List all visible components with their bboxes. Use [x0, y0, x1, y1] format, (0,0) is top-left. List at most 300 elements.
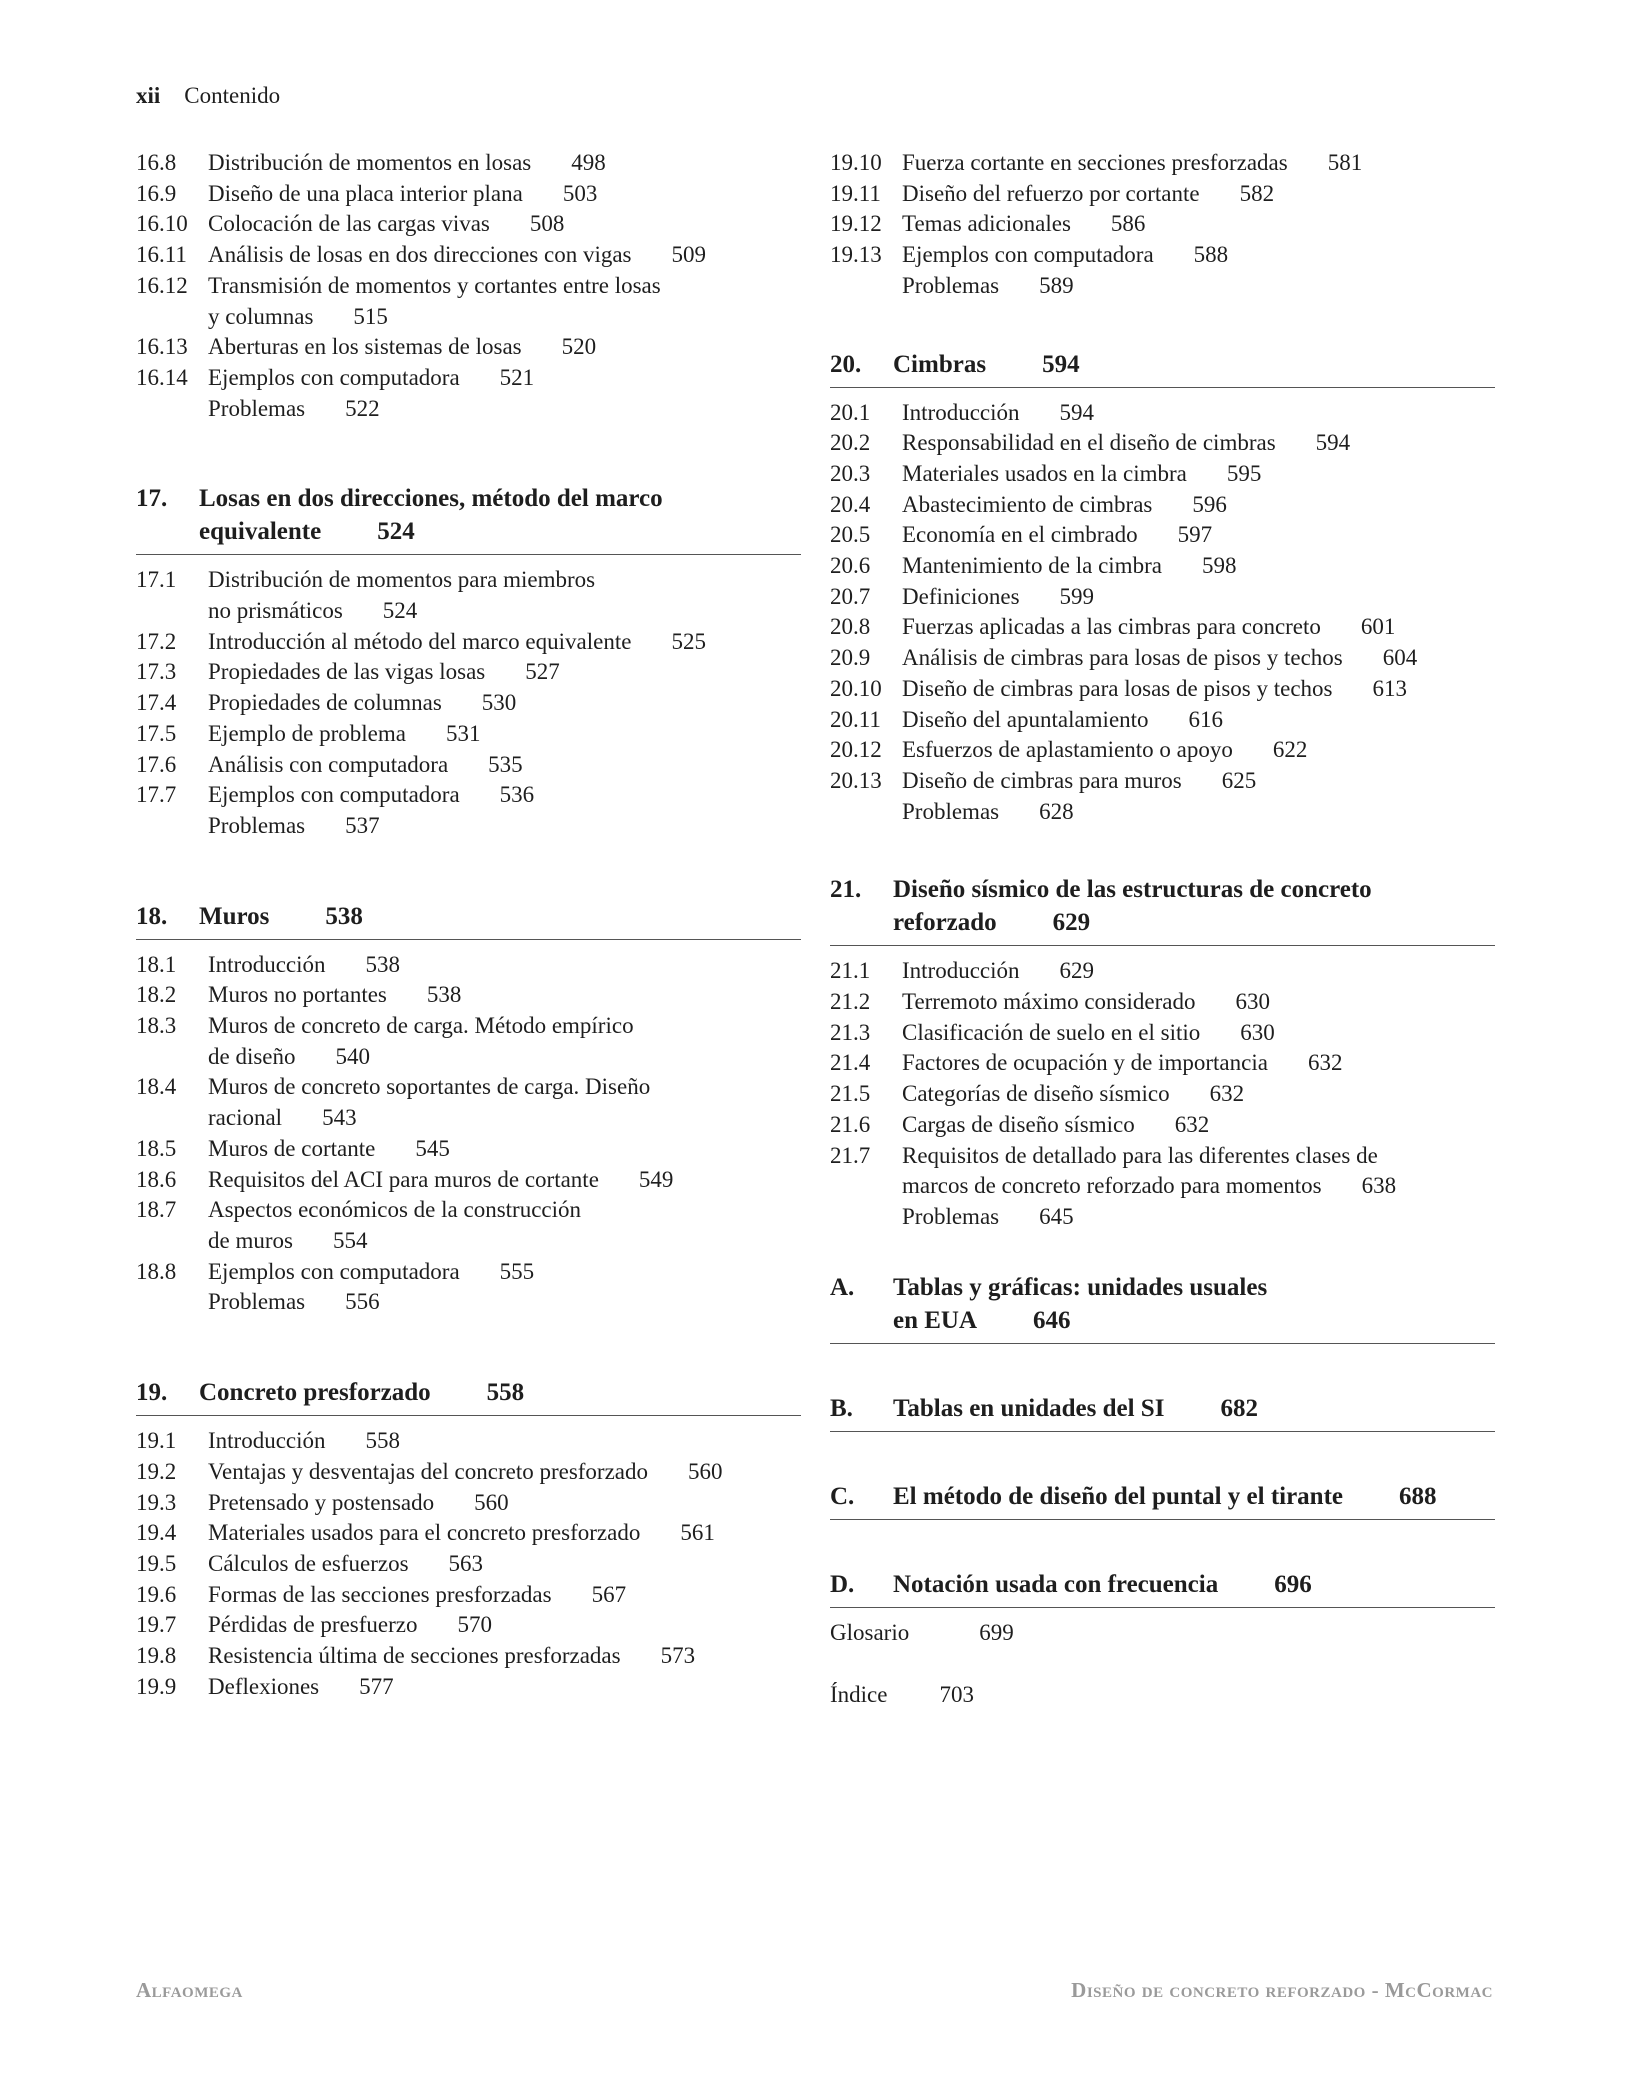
section-number: 16.9: [136, 180, 177, 206]
chapter-number: D.: [830, 1570, 855, 1598]
toc-entry: [136, 148, 801, 179]
footer-book-title: Diseño de concreto reforzado - McCormac: [1071, 1978, 1493, 2002]
footer-publisher: Alfaomega: [136, 1978, 243, 2002]
section-title: y columnas: [208, 303, 314, 329]
page-number: 599: [1059, 583, 1095, 609]
page-number: 554: [332, 1227, 368, 1253]
section-title: Propiedades de las vigas losas: [208, 659, 486, 685]
page-number: 521: [499, 364, 535, 390]
toc-entry: [830, 705, 1495, 736]
section-number: 20.7: [830, 583, 871, 609]
chapter-title-text: El método de diseño del puntal y el tirante: [893, 1482, 1344, 1510]
toc-entry: [136, 811, 801, 842]
section-number: 20.8: [830, 614, 871, 640]
page-number: 573: [660, 1643, 696, 1669]
chapter-heading: [136, 900, 801, 940]
page-number: 582: [1239, 180, 1275, 206]
page-number: 632: [1307, 1050, 1343, 1076]
page-number: 530: [481, 690, 517, 716]
section-title: Análisis con computadora: [208, 751, 449, 777]
page-number: 525: [671, 628, 706, 654]
chapter-title: [830, 1271, 1495, 1344]
section-number: 21.7: [830, 1142, 871, 1168]
page-number: 604: [1382, 645, 1418, 671]
chapter-title: [830, 348, 1495, 388]
page-number: 520: [561, 334, 597, 360]
section-list: [830, 956, 1495, 1232]
page-number: 622: [1272, 737, 1308, 763]
appendix-heading: [830, 1392, 1495, 1432]
page-number: 536: [499, 782, 535, 808]
appendix-heading: [830, 1271, 1495, 1344]
section-number: 20.11: [830, 706, 881, 732]
page-number: 563: [448, 1550, 484, 1576]
section-title: Temas adicionales: [902, 211, 1071, 237]
chapter-heading: [136, 1376, 801, 1416]
section-number: 19.13: [830, 242, 882, 268]
chapter-page: 696: [1274, 1570, 1312, 1598]
chapter-title-text: Diseño sísmico de las estructuras de concreto: [893, 876, 1372, 904]
section-title: Problemas: [208, 812, 306, 838]
section-number: 19.11: [830, 180, 881, 206]
section-title: Resistencia última de secciones presforzadas: [208, 1643, 621, 1669]
section-number: 21.6: [830, 1111, 871, 1137]
chapter-title: [136, 900, 801, 940]
toc-entry: [136, 750, 801, 781]
page-number: 535: [488, 751, 523, 777]
section-number: 16.10: [136, 211, 188, 237]
section-title: Introducción: [208, 1428, 326, 1454]
toc-entry: [136, 719, 801, 750]
page-number: 594: [1315, 430, 1351, 456]
section-title: Introducción al método del marco equivalente: [208, 628, 632, 654]
section-title: de diseño: [208, 1043, 296, 1069]
section-title: Diseño de cimbras para muros: [902, 767, 1182, 793]
toc-entry: [136, 1195, 801, 1256]
section-title: racional: [208, 1105, 283, 1131]
toc-entry: [136, 950, 801, 981]
section-title: Ejemplos con computadora: [208, 364, 460, 390]
section-number: 20.10: [830, 675, 882, 701]
section-title: Problemas: [208, 395, 306, 421]
toc-entry: [830, 428, 1495, 459]
section-title: Formas de las secciones presforzadas: [208, 1581, 552, 1607]
section-number: 18.4: [136, 1074, 177, 1100]
section-number: 21.4: [830, 1050, 871, 1076]
section-number: 20.9: [830, 645, 871, 671]
toc-entry: [136, 1257, 801, 1288]
toc-entry: [136, 627, 801, 658]
toc-entry: [136, 1641, 801, 1672]
section-number: 19.8: [136, 1643, 177, 1669]
toc-entry: [830, 1079, 1495, 1110]
chapter-title: [830, 1480, 1495, 1520]
page-number: 503: [562, 180, 598, 206]
section-list: [136, 148, 801, 424]
page-number: 597: [1177, 522, 1213, 548]
page-number: 598: [1201, 553, 1237, 579]
chapter-page: 682: [1220, 1394, 1258, 1422]
toc-entry: [136, 780, 801, 811]
appendix-heading: [830, 1568, 1495, 1608]
chapter-title-text: en EUA: [893, 1306, 978, 1334]
section-title: Introducción: [902, 958, 1020, 984]
section-number: 16.11: [136, 242, 187, 268]
page-folio: xii: [136, 83, 161, 108]
section-number: 21.3: [830, 1019, 871, 1045]
toc-entry: [136, 271, 801, 332]
toc-entry: [830, 1110, 1495, 1141]
toc-entry: [830, 459, 1495, 490]
section-number: 20.5: [830, 522, 871, 548]
section-title: Introducción: [902, 399, 1020, 425]
section-number: 19.10: [830, 150, 882, 175]
chapter-title-text: Muros: [199, 902, 270, 930]
section-title: Diseño de cimbras para losas de pisos y techos: [902, 675, 1333, 701]
chapter-page: 688: [1399, 1482, 1437, 1510]
section-title: Ejemplos con computadora: [902, 242, 1154, 268]
chapter-title-text: Losas en dos direcciones, método del marco: [199, 485, 663, 513]
glossary-entry: [830, 1618, 1495, 1648]
toc-entry: [136, 1610, 801, 1641]
appendix-heading: [830, 1480, 1495, 1520]
section-title: Terremoto máximo considerado: [902, 989, 1196, 1015]
section-number: 18.1: [136, 951, 177, 977]
page-number: 594: [1059, 399, 1095, 425]
page-number: 630: [1240, 1019, 1275, 1045]
section-title: Cálculos de esfuerzos: [208, 1550, 409, 1576]
page-number: 577: [359, 1673, 394, 1699]
toc-entry: [136, 1165, 801, 1196]
section-list: [136, 565, 801, 841]
chapter-title-text: Concreto presforzado: [199, 1379, 431, 1407]
section-list: [830, 398, 1495, 828]
section-title: Problemas: [902, 272, 1000, 298]
chapter-page: 538: [325, 902, 363, 930]
toc-entry: [136, 1426, 801, 1457]
section-number: 20.2: [830, 430, 871, 456]
section-title: Categorías de diseño sísmico: [902, 1081, 1170, 1107]
section-number: 20.13: [830, 767, 882, 793]
toc-right-column: [830, 148, 1495, 1710]
toc-entry: [830, 582, 1495, 613]
section-number: 19.6: [136, 1581, 177, 1607]
section-number: 20.4: [830, 491, 871, 517]
section-title: Ejemplos con computadora: [208, 782, 460, 808]
toc-entry: [830, 987, 1495, 1018]
section-title: Materiales usados para el concreto presforzado: [208, 1520, 641, 1546]
page-number: 555: [499, 1258, 535, 1284]
page-number: 632: [1174, 1111, 1210, 1137]
toc-entry: [136, 1580, 801, 1611]
toc-entry: [830, 612, 1495, 643]
toc-entry: [136, 179, 801, 210]
section-title: Muros no portantes: [208, 982, 387, 1008]
chapter-number: 19.: [136, 1379, 168, 1407]
section-number: 20.12: [830, 737, 882, 763]
page-number: 524: [382, 598, 418, 624]
section-number: 18.7: [136, 1197, 177, 1223]
page-number: 538: [426, 982, 462, 1008]
page-number: 540: [335, 1043, 371, 1069]
page-number: 560: [688, 1458, 723, 1484]
toc-entry: [830, 1202, 1495, 1233]
page-number: 628: [1039, 798, 1074, 824]
page-number: 567: [591, 1581, 627, 1607]
section-title: Requisitos de detallado para las diferentes clases de: [902, 1142, 1378, 1168]
section-title: Problemas: [902, 798, 1000, 824]
section-number: 20.6: [830, 553, 871, 579]
page-number: 545: [415, 1135, 450, 1161]
section-title: Abastecimiento de cimbras: [902, 491, 1153, 517]
page-number: 515: [353, 303, 388, 329]
chapter-heading: [830, 348, 1495, 388]
section-title: Fuerzas aplicadas a las cimbras para concreto: [902, 614, 1321, 640]
section-title: marcos de concreto reforzado para momentos: [902, 1173, 1322, 1199]
chapter-title-text: Tablas en unidades del SI: [893, 1394, 1165, 1422]
chapter-title-text: Tablas y gráficas: unidades usuales: [893, 1273, 1268, 1301]
section-number: 17.3: [136, 659, 177, 685]
section-number: 16.8: [136, 150, 177, 175]
section-number: 17.1: [136, 567, 177, 593]
section-title: de muros: [208, 1227, 293, 1253]
page-number: 509: [671, 242, 706, 268]
chapter-page: 524: [377, 518, 415, 546]
toc-entry: [830, 271, 1495, 302]
page-number: 630: [1235, 989, 1270, 1015]
chapter-number: 21.: [830, 876, 862, 904]
toc-entry: [136, 1457, 801, 1488]
toc-entry: [830, 1141, 1495, 1202]
section-title: Propiedades de columnas: [208, 690, 442, 716]
toc-entry: [830, 179, 1495, 210]
section-number: 18.3: [136, 1013, 177, 1039]
glossary-label: Glosario: [830, 1619, 910, 1645]
toc-entry: [830, 148, 1495, 179]
page-number: 629: [1059, 958, 1095, 984]
toc-entry: [830, 490, 1495, 521]
section-title: Requisitos del ACI para muros de cortante: [208, 1166, 599, 1192]
chapter-number: 20.: [830, 350, 862, 378]
chapter-page: 646: [1033, 1306, 1071, 1334]
toc-entry: [136, 1072, 801, 1133]
section-number: 17.6: [136, 751, 177, 777]
section-list: [136, 1426, 801, 1702]
section-number: 17.7: [136, 782, 177, 808]
page-number: 498: [571, 150, 606, 175]
section-title: Economía en el cimbrado: [902, 522, 1138, 548]
page-number: 570: [457, 1612, 492, 1638]
toc-entry: [136, 332, 801, 363]
toc-entry: [136, 363, 801, 394]
section-title: Ejemplo de problema: [208, 720, 406, 746]
toc-entry: [136, 209, 801, 240]
section-title: Análisis de losas en dos direcciones con vigas: [208, 242, 632, 268]
page-number: 508: [529, 211, 565, 237]
section-number: 21.5: [830, 1081, 871, 1107]
section-title: Muros de concreto de carga. Método empírico: [208, 1013, 634, 1039]
chapter-title: [136, 482, 801, 555]
toc-entry: [136, 1011, 801, 1072]
page-number: 632: [1209, 1081, 1245, 1107]
page-number: 560: [474, 1489, 509, 1515]
chapter-page: 629: [1052, 909, 1091, 937]
page-number: 549: [638, 1166, 674, 1192]
running-head: [136, 83, 280, 109]
toc-entry: [830, 956, 1495, 987]
toc-entry: [830, 520, 1495, 551]
toc-entry: [830, 797, 1495, 828]
section-title: Distribución de momentos en losas: [208, 150, 532, 175]
toc-entry: [830, 209, 1495, 240]
section-title: Esfuerzos de aplastamiento o apoyo: [902, 737, 1233, 763]
section-number: 16.12: [136, 272, 188, 298]
page-number: 638: [1361, 1173, 1397, 1199]
section-title: Pretensado y postensado: [208, 1489, 435, 1515]
chapter-page: 558: [486, 1379, 525, 1407]
page-number: 596: [1192, 491, 1227, 517]
section-title: Muros de cortante: [208, 1135, 376, 1161]
section-title: Diseño del apuntalamiento: [902, 706, 1149, 732]
section-number: 17.2: [136, 628, 177, 654]
chapter-title-text: reforzado: [893, 909, 997, 937]
section-title: Ejemplos con computadora: [208, 1258, 460, 1284]
section-title: Diseño del refuerzo por cortante: [902, 180, 1200, 206]
chapter-title-text: equivalente: [199, 518, 322, 546]
section-title: Colocación de las cargas vivas: [208, 211, 490, 237]
section-title: Ventajas y desventajas del concreto presforzado: [208, 1458, 649, 1484]
section-number: 18.2: [136, 982, 177, 1008]
section-title: Materiales usados en la cimbra: [902, 460, 1187, 486]
section-title: Cargas de diseño sísmico: [902, 1111, 1135, 1137]
chapter-title: [136, 1376, 801, 1416]
toc-entry: [830, 674, 1495, 705]
section-number: 17.5: [136, 720, 177, 746]
section-number: 19.2: [136, 1458, 177, 1484]
page-number: 595: [1226, 460, 1262, 486]
page-number: 613: [1372, 675, 1408, 701]
index-entry: [830, 1680, 1495, 1710]
section-title: Transmisión de momentos y cortantes entre losas: [208, 272, 661, 298]
section-title: Pérdidas de presfuerzo: [208, 1612, 418, 1638]
toc-entry: [136, 394, 801, 425]
section-number: 19.5: [136, 1550, 177, 1576]
section-title: Aspectos económicos de la construcción: [208, 1197, 581, 1223]
section-number: 21.1: [830, 958, 871, 984]
section-title: Introducción: [208, 951, 326, 977]
running-head-title: Contenido: [184, 83, 281, 108]
chapter-number: 17.: [136, 485, 168, 513]
section-title: Problemas: [902, 1203, 1000, 1229]
page-number: 616: [1188, 706, 1224, 732]
page-number: 589: [1039, 272, 1074, 298]
toc-entry: [136, 688, 801, 719]
chapter-heading: [830, 873, 1495, 946]
page-number: 531: [446, 720, 481, 746]
section-number: 20.3: [830, 460, 871, 486]
page-number: 543: [322, 1105, 357, 1131]
toc-entry: [830, 398, 1495, 429]
section-title: no prismáticos: [208, 598, 343, 624]
toc-entry: [136, 980, 801, 1011]
chapter-title: [830, 873, 1495, 946]
section-number: 19.9: [136, 1673, 177, 1699]
toc-entry: [830, 766, 1495, 797]
section-list: [830, 148, 1495, 302]
section-title: Mantenimiento de la cimbra: [902, 553, 1162, 579]
chapter-title: [830, 1392, 1495, 1432]
toc-entry: [830, 551, 1495, 582]
page-number: 625: [1221, 767, 1257, 793]
section-number: 20.1: [830, 399, 871, 425]
page-number: 527: [525, 659, 560, 685]
chapter-heading: [136, 482, 801, 555]
chapter-title: [830, 1568, 1495, 1608]
section-title: Deflexiones: [208, 1673, 320, 1699]
section-title: Muros de concreto soportantes de carga. Diseño: [208, 1074, 651, 1100]
chapter-title-text: Cimbras: [893, 350, 987, 378]
section-number: 18.6: [136, 1166, 177, 1192]
section-number: 16.13: [136, 334, 188, 360]
section-title: Diseño de una placa interior plana: [208, 180, 523, 206]
section-title: Clasificación de suelo en el sitio: [902, 1019, 1201, 1045]
chapter-title-text: Notación usada con frecuencia: [893, 1570, 1219, 1598]
page-number: 522: [345, 395, 380, 421]
section-number: 16.14: [136, 364, 188, 390]
toc-entry: [136, 1134, 801, 1165]
page-number: 558: [365, 1428, 401, 1454]
section-title: Análisis de cimbras para losas de pisos y techos: [902, 645, 1343, 671]
section-title: Factores de ocupación y de importancia: [902, 1050, 1268, 1076]
toc-left-column: [136, 148, 801, 1702]
page-number: 537: [345, 812, 380, 838]
section-title: Fuerza cortante en secciones presforzadas: [902, 150, 1288, 175]
section-number: 17.4: [136, 690, 177, 716]
section-title: Problemas: [208, 1289, 306, 1315]
page-number: 586: [1110, 211, 1146, 237]
index-label: Índice: [830, 1681, 888, 1707]
toc-entry: [136, 1488, 801, 1519]
section-number: 19.1: [136, 1428, 177, 1454]
toc-entry: [830, 1048, 1495, 1079]
toc-entry: [830, 643, 1495, 674]
section-title: Distribución de momentos para miembros: [208, 567, 596, 593]
section-title: Aberturas en los sistemas de losas: [208, 334, 522, 360]
section-number: 18.5: [136, 1135, 177, 1161]
chapter-number: B.: [830, 1394, 853, 1422]
page-number: 581: [1327, 150, 1363, 175]
glossary-page: 699: [979, 1619, 1014, 1645]
page-number: 556: [345, 1289, 380, 1315]
toc-entry: [136, 657, 801, 688]
chapter-number: C.: [830, 1482, 855, 1510]
toc-entry: [136, 565, 801, 626]
chapter-number: 18.: [136, 902, 168, 930]
section-number: 19.12: [830, 211, 882, 237]
toc-entry: [136, 1672, 801, 1703]
section-number: 18.8: [136, 1258, 177, 1284]
page-number: 588: [1193, 242, 1229, 268]
page-number: 645: [1039, 1203, 1074, 1229]
toc-entry: [830, 240, 1495, 271]
page-number: 561: [680, 1520, 715, 1546]
page-number: 601: [1360, 614, 1396, 640]
toc-entry: [136, 1549, 801, 1580]
section-list: [136, 950, 801, 1318]
index-page: 703: [939, 1681, 974, 1707]
page-number: 538: [365, 951, 401, 977]
toc-entry: [136, 1518, 801, 1549]
